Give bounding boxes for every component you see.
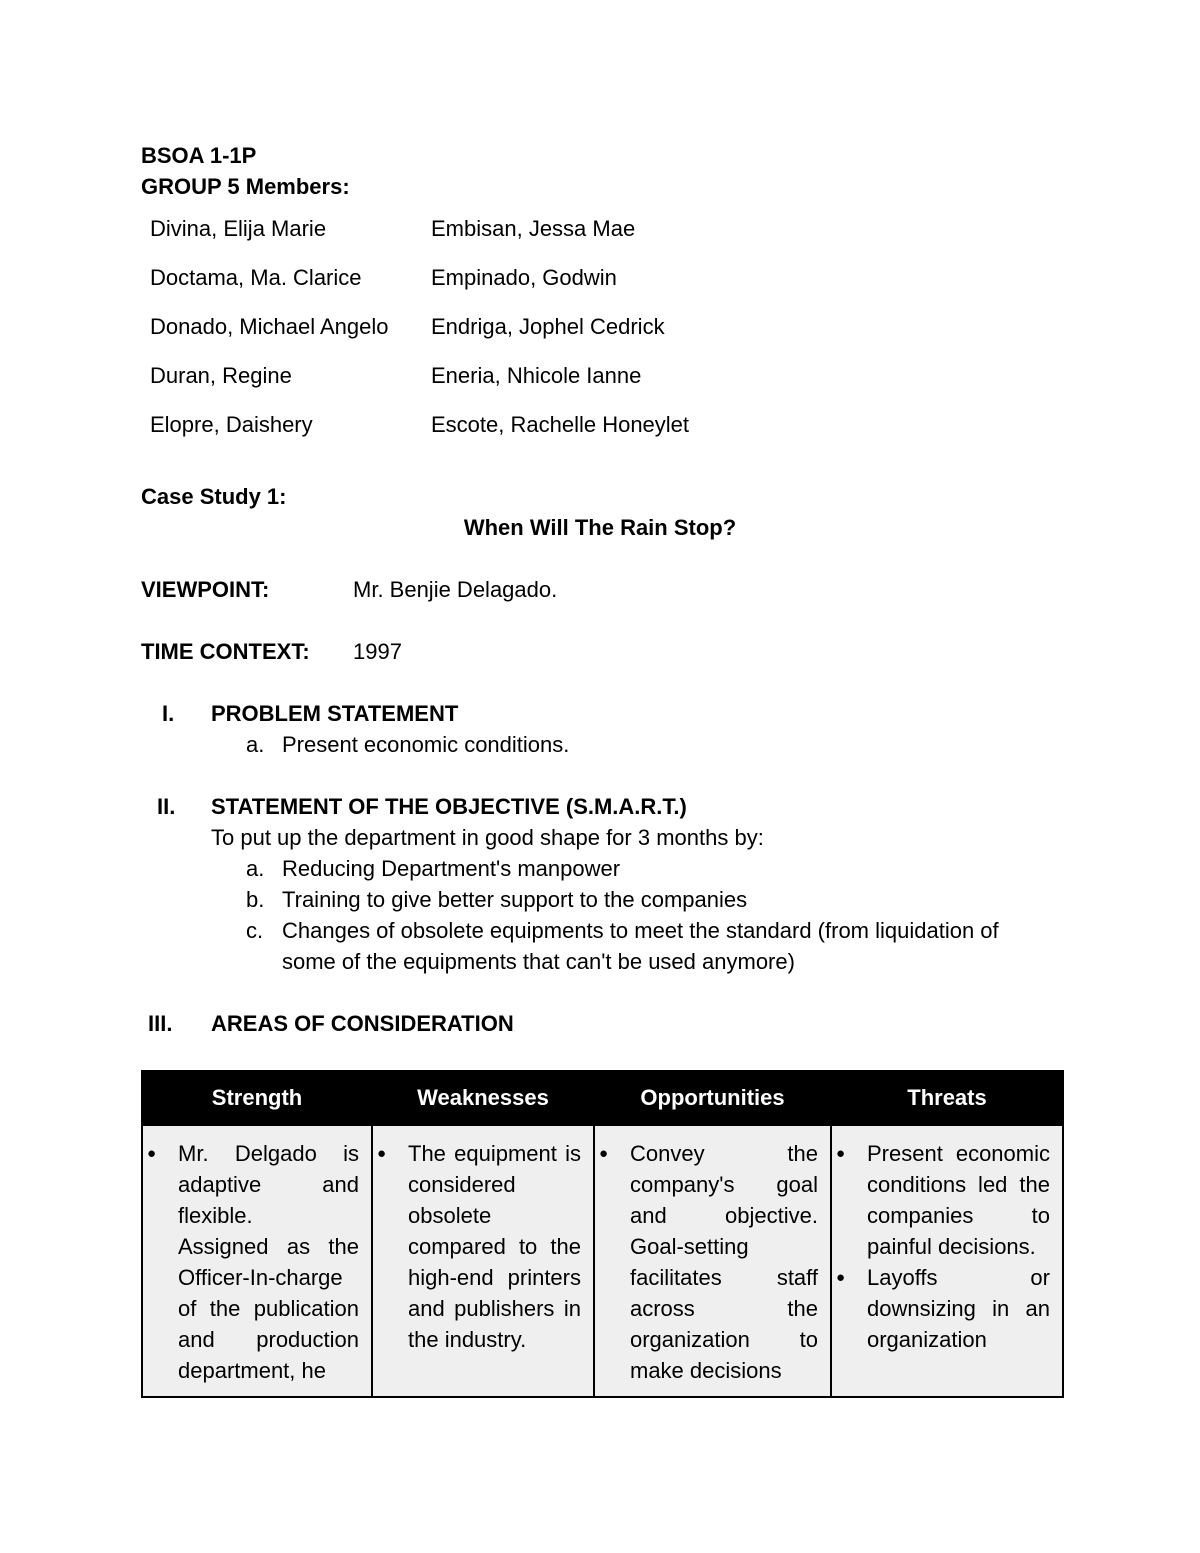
- swot-header-row: [142, 1071, 1063, 1125]
- header-opportunities: Opportunities: [594, 1071, 831, 1125]
- weaknesses-cell: [372, 1125, 594, 1397]
- header-strength: Strength: [142, 1071, 372, 1125]
- list-item: Changes of obsolete equipments to meet the standard (from liquidation of: [282, 918, 999, 943]
- member-name: Donado, Michael Angelo: [150, 314, 389, 339]
- list-item: Training to give better support to the companies: [282, 887, 748, 912]
- strength-list: [147, 1138, 359, 1386]
- list-item: ● Layoffs or downsizing in an organization: [836, 1262, 1050, 1355]
- weaknesses-list: [377, 1138, 581, 1355]
- list-marker: b.: [246, 887, 265, 912]
- list-marker: a.: [246, 732, 265, 757]
- section-title: PROBLEM STATEMENT: [211, 701, 459, 726]
- opportunities-cell: [594, 1125, 831, 1397]
- member-name: Endriga, Jophel Cedrick: [431, 314, 665, 339]
- strength-cell: [142, 1125, 372, 1397]
- viewpoint-label: VIEWPOINT:: [141, 577, 270, 602]
- member-name: Empinado, Godwin: [431, 265, 617, 290]
- swot-content-row: [142, 1125, 1063, 1397]
- member-name: Eneria, Nhicole Ianne: [431, 363, 642, 388]
- threats-cell: [831, 1125, 1063, 1397]
- list-marker: a.: [246, 856, 265, 881]
- member-name: Duran, Regine: [150, 363, 292, 388]
- member-name: Divina, Elija Marie: [150, 216, 327, 241]
- swot-table: [141, 1070, 1064, 1398]
- group-label: GROUP 5 Members:: [141, 174, 350, 199]
- member-name: Embisan, Jessa Mae: [431, 216, 636, 241]
- member-name: Doctama, Ma. Clarice: [150, 265, 362, 290]
- class-code: BSOA 1-1P: [141, 143, 257, 168]
- header-weaknesses: Weaknesses: [372, 1071, 594, 1125]
- header-threats: Threats: [831, 1071, 1063, 1125]
- list-item: ● Present economic conditions led the companies to painful decisions.: [836, 1138, 1050, 1262]
- time-context-value: 1997: [353, 639, 402, 664]
- objective-intro: To put up the department in good shape for 3 months by:: [211, 825, 764, 850]
- opportunities-list: [599, 1138, 818, 1386]
- section-number: III.: [148, 1011, 173, 1036]
- list-item: ● The equipment is considered obsolete compared to the high-end printers and publishers in the industry.: [377, 1138, 581, 1355]
- list-marker: c.: [246, 918, 264, 943]
- time-context-label: TIME CONTEXT:: [141, 639, 310, 664]
- threats-list: [836, 1138, 1050, 1355]
- strength-bullet-text: ● Mr. Delgado is adaptive and flexible.: [178, 1141, 359, 1228]
- section-number: II.: [157, 794, 176, 819]
- section-number: I.: [162, 701, 175, 726]
- list-item: Reducing Department's manpower: [282, 856, 621, 881]
- viewpoint-value: Mr. Benjie Delagado.: [353, 577, 558, 602]
- member-name: Elopre, Daishery: [150, 412, 313, 437]
- case-study-title: When Will The Rain Stop?: [463, 515, 737, 540]
- strength-continuation-text: Assigned as the Officer-In-charge of the publication and production department, he: [178, 1234, 359, 1383]
- section-title: AREAS OF CONSIDERATION: [211, 1011, 514, 1036]
- case-study-label: Case Study 1:: [141, 484, 287, 509]
- list-item: Present economic conditions.: [282, 732, 570, 757]
- member-name: Escote, Rachelle Honeylet: [431, 412, 690, 437]
- list-item: ● Convey the company's goal and objective. Goal-setting facilitates staff across the organization to make decisions: [599, 1138, 818, 1386]
- list-item: [147, 1138, 359, 1386]
- list-item-continuation: some of the equipments that can't be used anymore): [282, 949, 795, 974]
- section-title: STATEMENT OF THE OBJECTIVE (S.M.A.R.T.): [211, 794, 687, 819]
